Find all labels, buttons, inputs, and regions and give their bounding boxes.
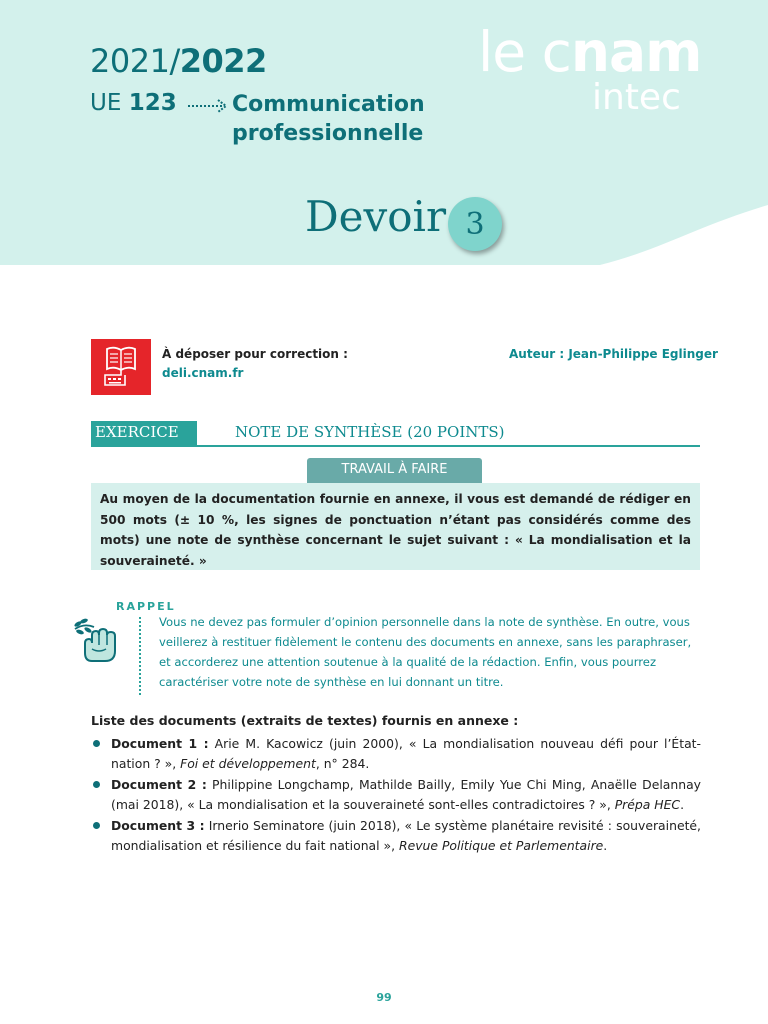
bullet-icon [93,822,100,829]
list-item: Document 3 : Irnerio Seminatore (juin 2018), « Le système planétaire revisité : souveraineté, mondialisation et résilience du fait national », Revue Politique et Parlementaire. [93,816,701,856]
task-tab: TRAVAIL À FAIRE [307,458,482,483]
dotted-arrow-icon [188,99,230,113]
ue-title: Communication professionnelle [232,92,425,146]
documents-list [93,734,701,857]
exercise-title: NOTE DE SYNTHÈSE (20 POINTS) [235,423,505,441]
rappel-divider [139,617,141,695]
documents-title: Liste des documents (extraits de textes) fournis en annexe : [91,713,519,728]
bullet-icon [93,781,100,788]
exercise-header [91,421,700,447]
deposit-link[interactable]: deli.cnam.fr [162,366,244,380]
intec-logo: intec [592,77,681,118]
rappel-text: Vous ne devez pas formuler d’opinion personnelle dans la note de synthèse. En outre, vous veillerez à restituer fidèlement le contenu des documents en annexe, sans les paraphraser, et accorderez une attention soutenue à la qualité de la rédaction. Enfin, vous pourrez caractériser votre note de synthèse en lui donnant un titre. [159,615,692,689]
ue-code: UE 123 [90,90,177,116]
exercise-label: EXERCICE [91,421,197,445]
academic-year: 2021/2022 [90,42,267,80]
rappel-title: RAPPEL [116,600,176,613]
cnam-logo: le cnam [478,20,702,84]
list-item: Document 2 : Philippine Longchamp, Mathilde Bailly, Emily Yue Chi Ming, Anaëlle Delannay (mai 2018), « La mondialisation et la souveraineté sont-elles contradictoires ? », Prépa HEC. [93,775,701,815]
book-keyboard-icon [91,339,151,395]
hand-reminder-icon [72,615,124,671]
task-box: Au moyen de la documentation fournie en annexe, il vous est demandé de rédiger en 500 mots (± 10 %, les signes de ponctuation n’étant pas considérés comme des mots) une note de synthèse concernant le sujet suivant : « La mondialisation et la souveraineté. » [91,483,700,570]
author-label: Auteur : Jean-Philippe Eglinger [509,347,718,361]
devoir-number-badge: 3 [448,197,502,251]
page-number: 99 [376,991,392,1004]
deposit-label: À déposer pour correction : [162,347,348,361]
bullet-icon [93,740,100,747]
devoir-title: Devoir [305,192,447,241]
list-item: Document 1 : Arie M. Kacowicz (juin 2000), « La mondialisation nouveau défi pour l’État-nation ? », Foi et développement, n° 284. [93,734,701,774]
